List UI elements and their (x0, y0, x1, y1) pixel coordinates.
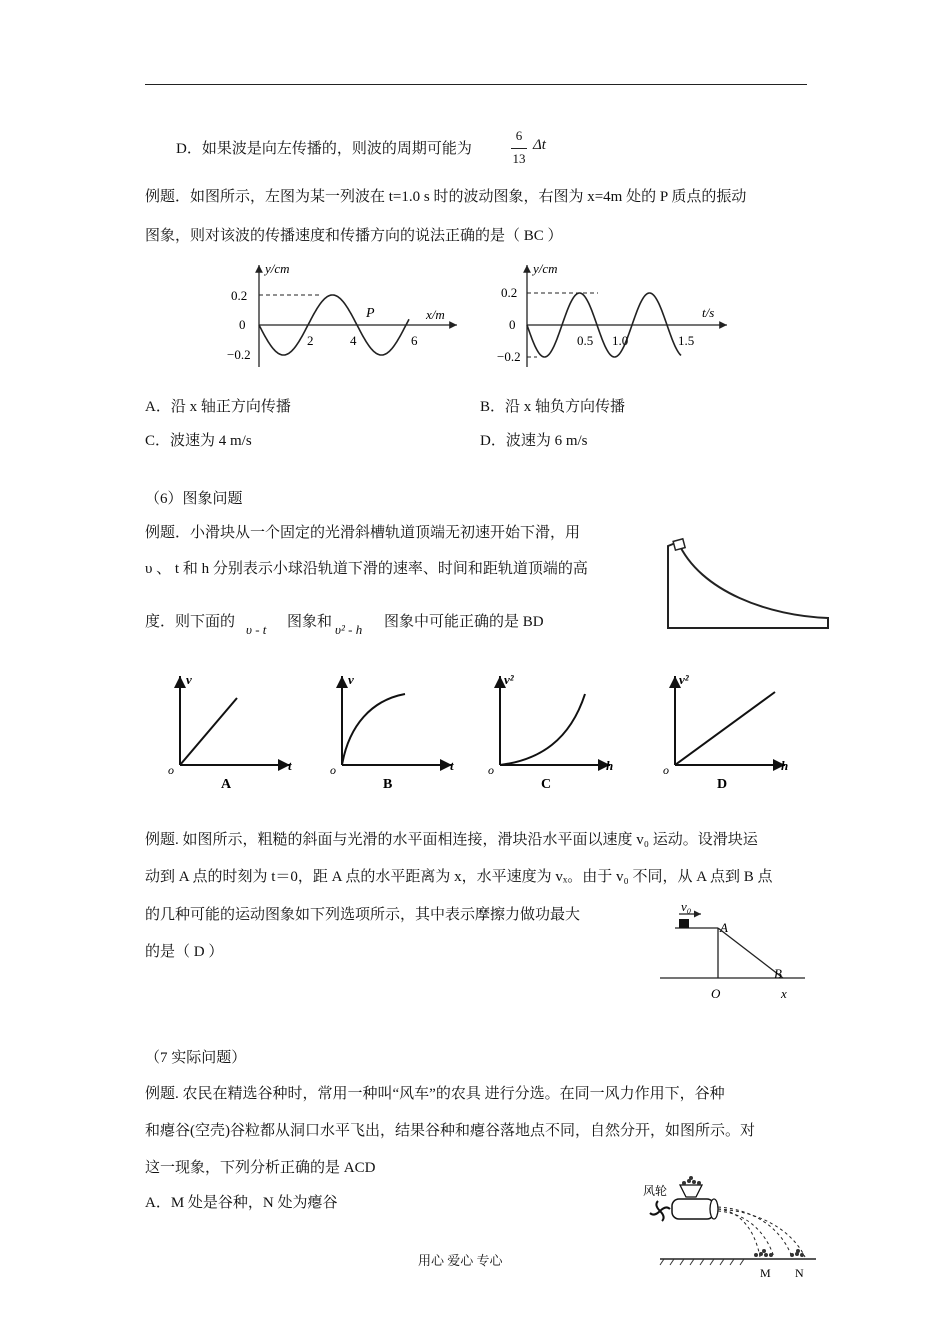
graph-b-origin: o (330, 763, 336, 777)
vib-ylabel: y/cm (533, 261, 558, 276)
graph-d-xlabel: h (781, 758, 789, 773)
graph-c-origin: o (488, 763, 494, 777)
wave-tick-2: 2 (307, 333, 314, 348)
graph-a-origin: o (168, 763, 174, 777)
slider-block (673, 539, 685, 550)
ex1-option-c: C．波速为 4 m/s (145, 433, 252, 449)
vib-tick-15: 1.5 (678, 333, 695, 348)
graph-b-ylabel: v (348, 672, 354, 687)
page-footer: 用心 爱心 专心 (418, 1253, 503, 1268)
fraction-bar (511, 148, 527, 149)
hopper (680, 1185, 702, 1197)
slope-x-label: x (781, 986, 787, 1001)
wave-ypos: 0.2 (231, 288, 248, 303)
graph-d-origin: o (663, 763, 669, 777)
ex1-option-b: B．沿 x 轴负方向传播 (480, 399, 626, 415)
vibration-graph (495, 255, 735, 375)
section6-v2-h: υ² - h (335, 622, 363, 637)
winnower-body (672, 1199, 714, 1219)
slope-block (679, 919, 689, 928)
vib-yneg: −0.2 (497, 349, 521, 364)
winnower-figure (640, 1175, 820, 1281)
section6-line3-c: 图象和 (287, 614, 333, 630)
vib-tick-05: 0.5 (577, 333, 594, 348)
slope-a-label: A (720, 920, 728, 935)
graph-c-ylabel: v² (504, 672, 514, 687)
wave-yneg: −0.2 (227, 347, 251, 362)
section6-line2: υ 、 t 和 h 分别表示小球沿轨道下滑的速率、时间和距轨道顶端的高 (145, 561, 588, 577)
graph-b-name: B (383, 777, 393, 792)
example3-line2: 动到 A 点的时刻为 t＝0，距 A 点的水平距离为 x，水平速度为 vₓ。由于 v₀ 不同，从 A 点到 B 点 (145, 869, 773, 885)
option-d-text: D．如果波是向左传播的，则波的周期可能为 (176, 141, 472, 157)
ground-hatch (660, 1259, 744, 1265)
slope-figure (655, 898, 815, 1006)
slope-v0-label: v₀ (681, 899, 692, 914)
fraction-denominator: 13 (512, 151, 526, 166)
section6-v-t: υ - t (246, 622, 267, 637)
fraction-numerator: 6 (515, 128, 523, 143)
section7-line3: 这一现象，下列分析正确的是 ACD (145, 1160, 376, 1176)
wheel-label: 风轮 (643, 1184, 668, 1198)
graph-a-xlabel: t (288, 758, 292, 773)
example3-line3: 的几种可能的运动图象如下列选项所示，其中表示摩擦力做功最大 (145, 907, 581, 923)
vib-tick-10: 1.0 (612, 333, 629, 348)
wave-graph (225, 255, 465, 375)
graph-a (168, 672, 292, 792)
grain-pile-n (790, 1249, 804, 1257)
wave-xlabel: x/m (426, 307, 445, 322)
delta-t: Δt (533, 137, 546, 153)
example1-line2: 图象，则对该波的传播速度和传播方向的说法正确的是（ BC ） (145, 228, 563, 244)
section6-line1: 例题．小滑块从一个固定的光滑斜槽轨道顶端无初速开始下滑，用 (145, 525, 581, 541)
graph-c-name: C (541, 777, 552, 792)
trajectories (718, 1207, 805, 1257)
slope-b-label: B (774, 966, 782, 981)
ex1-option-d: D．波速为 6 m/s (480, 433, 588, 449)
section7-heading: （7 实际问题） (145, 1050, 247, 1066)
graph-d (663, 672, 788, 792)
graph-b-xlabel: t (450, 758, 454, 773)
graph-c-xlabel: h (606, 758, 614, 773)
section7-line1: 例题. 农民在精选谷种时，常用一种叫“风车”的农具 进行分选。在同一风力作用下，谷种 (145, 1086, 725, 1102)
slope-o-label: O (711, 986, 721, 1001)
graph-d-name: D (717, 777, 728, 792)
example1-line1: 例题．如图所示，左图为某一列波在 t=1.0 s 时的波动图象，右图为 x=4m 处的 P 质点的振动 (145, 189, 747, 205)
vib-ypos: 0.2 (501, 285, 518, 300)
four-graphs (165, 670, 805, 795)
graph-a-ylabel: v (186, 672, 192, 687)
vib-xlabel: t/s (702, 305, 715, 320)
track-outline (668, 542, 828, 628)
ex1-option-a: A．沿 x 轴正方向传播 (145, 399, 291, 415)
example3-line1: 例题. 如图所示，粗糙的斜面与光滑的水平面相连接，滑块沿水平面以速度 v₀ 运动。设滑块运 (145, 832, 758, 848)
fan-icon (650, 1201, 670, 1221)
track-figure (660, 532, 836, 634)
graph-b (330, 672, 454, 792)
wave-tick-6: 6 (411, 333, 418, 348)
example3-line4: 的是（ D ） (145, 944, 224, 960)
wave-point-p: P (366, 306, 375, 321)
wave-ylabel: y/cm (265, 261, 290, 276)
section6-line3-a: 度．则下面的 (145, 614, 236, 630)
graph-c (488, 672, 613, 792)
section7-option-a: A．M 处是谷种，N 处为瘪谷 (145, 1195, 338, 1211)
section6-line3-e: 图象中可能正确的是 BD (384, 614, 544, 630)
wave-yzero: 0 (239, 317, 246, 332)
graph-a-name: A (221, 777, 232, 792)
label-n: N (795, 1266, 804, 1280)
graph-d-ylabel: v² (679, 672, 689, 687)
label-m: M (760, 1266, 771, 1280)
grain-pile-top (682, 1176, 701, 1185)
header-rule (145, 84, 807, 85)
wave-tick-4: 4 (350, 333, 357, 348)
winnower-outlet (710, 1199, 718, 1219)
vib-yzero: 0 (509, 317, 516, 332)
section7-line2: 和瘪谷(空壳)谷粒都从洞口水平飞出，结果谷种和瘪谷落地点不同，自然分开，如图所示。对 (145, 1123, 755, 1139)
grain-pile-m (754, 1249, 773, 1257)
section6-heading: （6）图象问题 (145, 491, 243, 507)
